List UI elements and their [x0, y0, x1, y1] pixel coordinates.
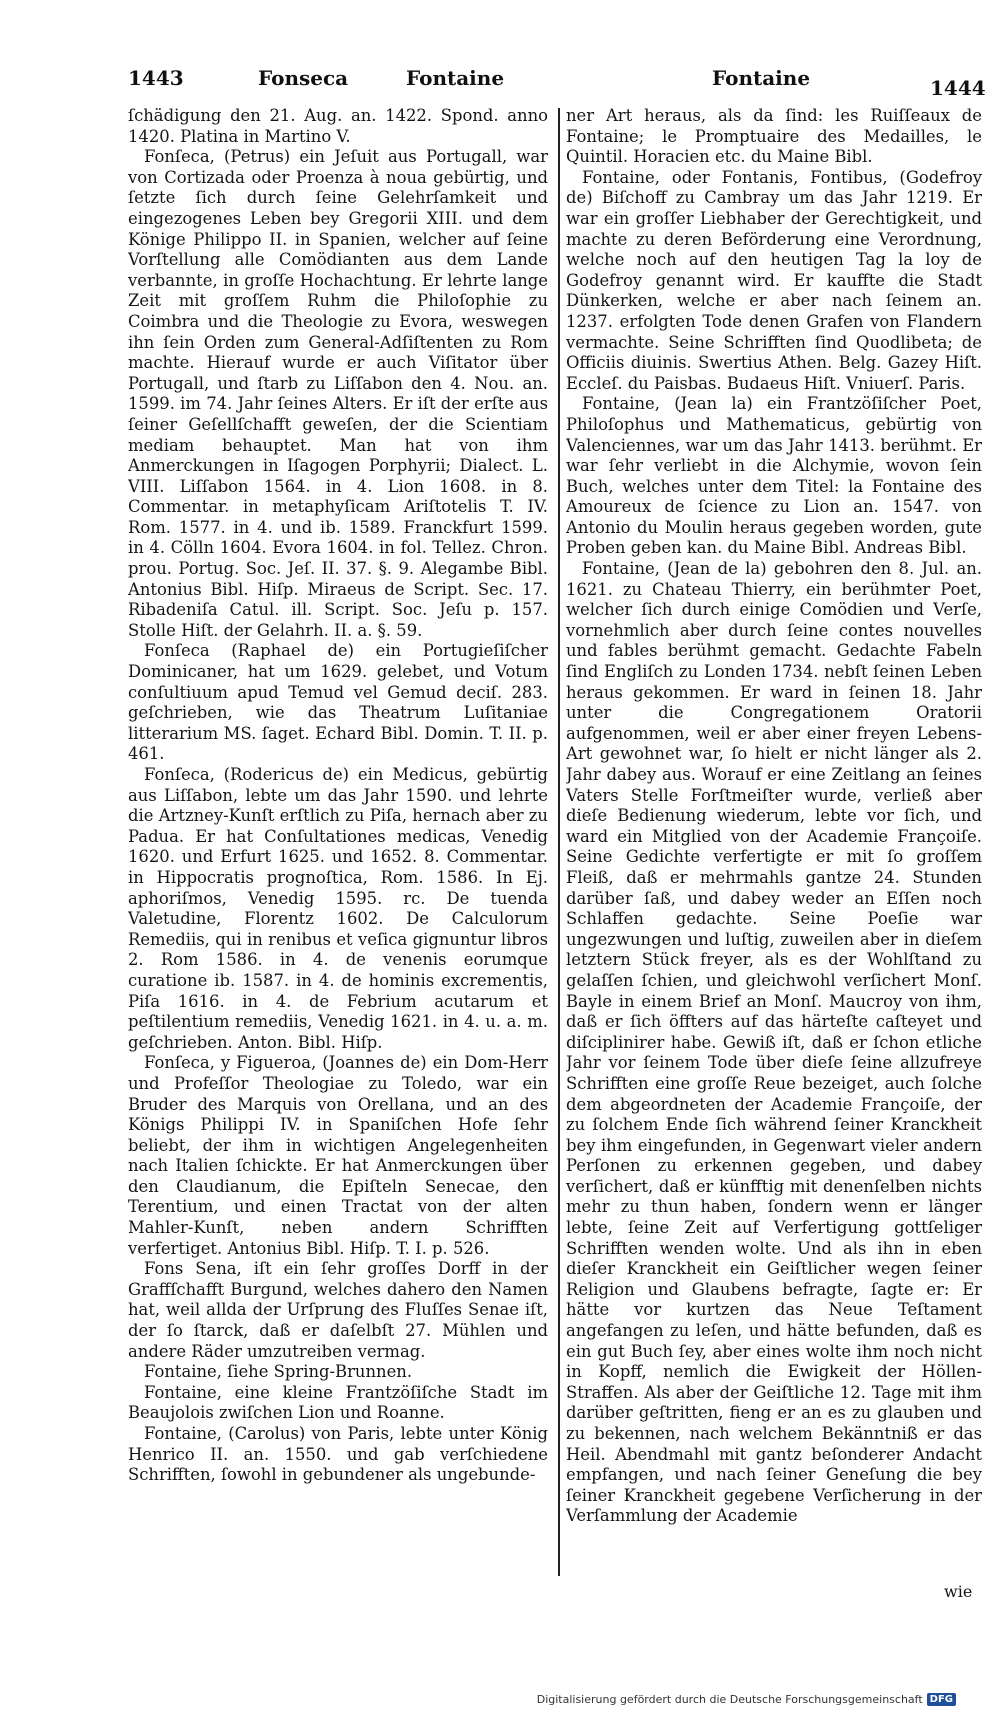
right-paragraph-continuation: ner Art heraus, als da ſind: les Ruiſſeaux de Fontaine; le Promptuaire des Medailles, le Quintil. Horacien etc. du Maine Bibl. [566, 106, 982, 167]
left-paragraph-continuation: ſchädigung den 21. Aug. an. 1422. Spond. anno 1420. Platina in Martino V. [128, 106, 548, 146]
footer-credit-text: Digitalisierung gefördert durch die Deutsche Forschungsgemeinschaft [536, 1693, 923, 1706]
entry-fons-sena: Fons Sena, iſt ein ſehr groſſes Dorff in der Graffſchafft Burgund, welches dahero den Namen hat, weil allda der Urſprung des Fluſſes Senae iſt, der ſo ſtarck, daß er daſelbſt 27. Mühlen und andere Räder umzutreiben vermag. [128, 1259, 548, 1361]
right-page-number: 1444 [930, 76, 986, 100]
left-running-head-2: Fontaine [406, 66, 505, 90]
catchword: wie [944, 1582, 973, 1601]
right-text-column [566, 106, 982, 1586]
entry-fonseca-rodericus: Fonſeca, (Rodericus de) ein Medicus, gebürtig aus Liſſabon, lebte um das Jahr 1590. und lehrte die Artzney-Kunſt erſtlich zu Piſa, hernach aber zu Padua. Er hat Conſultationes medicas, Venedig 1620. und Erfurt 1625. und 1652. 8. Commentar. in Hippocratis prognoſtica, Rom. 1586. In Ej. aphoriſmos, Venedig 1595. rc. De tuenda Valetudine, Florentz 1602. De Calculorum Remediis, qui in renibus et veſica gignuntur libros 2. Rom 1586. in 4. de venenis eorumque curatione ib. 1587. in 4. de hominis excrementis, Piſa 1616. in 4. de Febrium acutarum et peſtilentium remediis, Venedig 1621. in 4. u. a. m. geſchrieben. Anton. Bibl. Hiſp. [128, 765, 548, 1052]
entry-fonseca-petrus: Fonſeca, (Petrus) ein Jeſuit aus Portugall, war von Cortizada oder Proenza à noua gebürtig, und ſetzte ſich durch ſeine Gelehrſamkeit und eingezogenes Leben bey Gregorii XIII. und dem Könige Philippo II. in Spanien, welcher auf ſeine Vorſtellung alle Comödianten aus dem Lande verbannte, in groſſe Hochachtung. Er lehrte lange Zeit mit groſſem Ruhm die Philoſophie zu Coimbra und die Theologie zu Evora, weswegen ihn ſein Orden zum General-Adſiſtenten zu Rom machte. Hierauf wurde er auch Viſitator über Portugall, und ſtarb zu Liſſabon den 4. Nou. an. 1599. im 74. Jahr ſeines Alters. Er iſt der erſte aus ſeiner Geſellſchafft geweſen, der die Scientiam mediam behauptet. Man hat von ihm Anmerckungen in Iſagogen Porphyrii; Dialect. L. VIII. Liſſabon 1564. in 4. Lion 1608. in 8. Commentar. in metaphyſicam Ariſtotelis T. IV. Rom. 1577. in 4. und ib. 1589. Franckfurt 1599. in 4. Cölln 1604. Evora 1604. in fol. Tellez. Chron. prou. Portug. Soc. Jeſ. II. 37. §. 9. Alegambe Bibl. Antonius Bibl. Hiſp. Miraeus de Script. Sec. 17. Ribadeniſa Catul. ill. Script. Soc. Jeſu p. 157. Stolle Hiſt. der Gelahrh. II. a. §. 59. [128, 147, 548, 640]
left-running-head-1: Fonseca [258, 66, 349, 90]
digitization-footer [537, 1693, 956, 1706]
entry-fontaine-godefroy: Fontaine, oder Fontanis, Fontibus, (Godefroy de) Biſchoff zu Cambray um das Jahr 1219. Er war ein groſſer Liebhaber der Gerechtigkeit, und machte zu deren Beförderung eine Verordnung, welche noch auf den heutigen Tag la loy de Godefroy genannt wird. Er kauffte die Stadt Dünkerken, welche er aber nach ſeinem an. 1237. erfolgten Tode denen Grafen von Flandern vermachte. Seine Schrifften ſind Quodlibeta; de Officiis diuinis. Swertius Athen. Belg. Gazey Hiſt. Eccleſ. du Paisbas. Budaeus Hiſt. Vniuerſ. Paris. [566, 167, 982, 393]
entry-fontaine-jean-de-la: Fontaine, (Jean de la) gebohren den 8. Jul. an. 1621. zu Chateau Thierry, ein berühmter Poet, welcher ſich durch einige Comödien und Verſe, vornehmlich aber durch ſeine contes nouvelles und fables berühmt gemacht. Gedachte Fabeln ſind Engliſch zu Londen 1734. nebſt ſeinen Leben heraus gekommen. Er ward in ſeinen 18. Jahr unter die Congregationem Oratorii aufgenommen, weil er aber einer freyen Lebens-Art gewohnet war, ſo hielt er nicht länger als 2. Jahr dabey aus. Worauf er eine Zeitlang an ſeines Vaters Stelle Forſtmeiſter wurde, verließ aber dieſe Bedienung wiederum, lebte vor ſich, und ward ein Mitglied von der Academie Françoiſe. Seine Gedichte verfertigte er mit ſo groſſem Fleiß, daß er mehrmahls gantze 24. Stunden darüber ſaß, und dabey weder an Eſſen noch Schlaffen gedachte. Seine Poeſie war ungezwungen und luſtig, zuweilen aber in dieſem letztern Stück freyer, als es der Wohlſtand zu gelaſſen ſchien, und gleichwohl verſichert Monſ. Bayle in einem Brief an Monſ. Maucroy von ihm, daß er ſich öffters auf das härteſte caſteyet und diſciplinirer habe. Gewiß iſt, daß er ſchon etliche Jahr vor ſeinem Tode über dieſe ſeine allzufreye Schrifften eine groſſe Reue bezeiget, auch ſolche dem abgeordneten der Academie Françoiſe, der zu ſolchem Ende ſich während ſeiner Kranckheit bey ihm eingefunden, in Gegenwart vieler andern Perſonen zu erkennen gegeben, und dabey verſichert, daß er künfftig mit denenſelben nichts mehr zu thun haben, ſondern wenn er länger lebte, ſeine Zeit auf Verfertigung gottſeliger Schrifften wenden wolte. Und als ihn in eben dieſer Kranckheit ein Geiſtlicher wegen ſeiner Religion und Glaubens befragte, ſagte er: Er hätte vor kurtzen das Neue Teſtament angefangen zu leſen, und hätte befunden, daß es ein gut Buch ſey, aber eines wolte ihm noch nicht in Kopff, nemlich die Ewigkeit der Höllen-Straffen. Als aber der Geiſtliche 12. Tage mit ihm darüber geſtritten, fieng er an es zu glauben und zu bekennen, nach welchem Bekänntniß er das Heil. Abendmahl mit gantz beſonderer Andacht empfangen, und nach ſeiner Geneſung die bey ſeiner Kranckheit gegebene Verſicherung in der Verſammlung der Academie [566, 559, 982, 1526]
column-divider [558, 108, 560, 1576]
entry-fonseca-raphael: Fonſeca (Raphael de) ein Portugieſiſcher Dominicaner, hat um 1629. gelebet, und Votum conſultiuum apud Temud vel Gemud deciſ. 283. geſchrieben, wie das Theatrum Luſitaniae litterarium MS. ſaget. Echard Bibl. Domin. T. II. p. 461. [128, 641, 548, 764]
left-text-column [128, 106, 548, 1566]
entry-fonseca-figueroa: Fonſeca, y Figueroa, (Joannes de) ein Dom-Herr und Profeſſor Theologiae zu Toledo, war ein Bruder des Marquis von Orellana, und an des Königs Philippi IV. in Spaniſchen Hofe ſehr beliebt, der ihm in wichtigen Angelegenheiten nach Italien ſchickte. Er hat Anmerckungen über den Claudianum, die Epiſteln Senecae, den Terentium, und einen Tractat von der alten Mahler-Kunſt, neben andern Schrifften verfertiget. Antonius Bibl. Hiſp. T. I. p. 526. [128, 1053, 548, 1258]
dfg-logo-icon: DFG [927, 1693, 956, 1706]
entry-fontaine-see: Fontaine, ſiehe Spring-Brunnen. [144, 1362, 413, 1382]
right-running-head: Fontaine [712, 66, 811, 90]
left-page-number: 1443 [128, 66, 184, 90]
entry-fontaine-town: Fontaine, eine kleine Frantzöſiſche Stadt im Beaujolois zwiſchen Lion und Roanne. [128, 1382, 548, 1423]
entry-fontaine-carolus: Fontaine, (Carolus) von Paris, lebte unter König Henrico II. an. 1550. und gab verſchiedene Schrifften, ſowohl in gebundener als ungebunde- [128, 1424, 548, 1485]
entry-fontaine-jean-la: Fontaine, (Jean la) ein Frantzöſiſcher Poet, Philoſophus und Mathematicus, gebürtig von Valenciennes, war um das Jahr 1413. berühmt. Er war ſehr verliebt in die Alchymie, wovon ſein Buch, welches unter dem Titel: la Fontaine des Amoureux de ſcience zu Lion an. 1547. von Antonio du Moulin heraus gegeben worden, gute Proben geben kan. du Maine Bibl. Andreas Bibl. [566, 394, 982, 558]
